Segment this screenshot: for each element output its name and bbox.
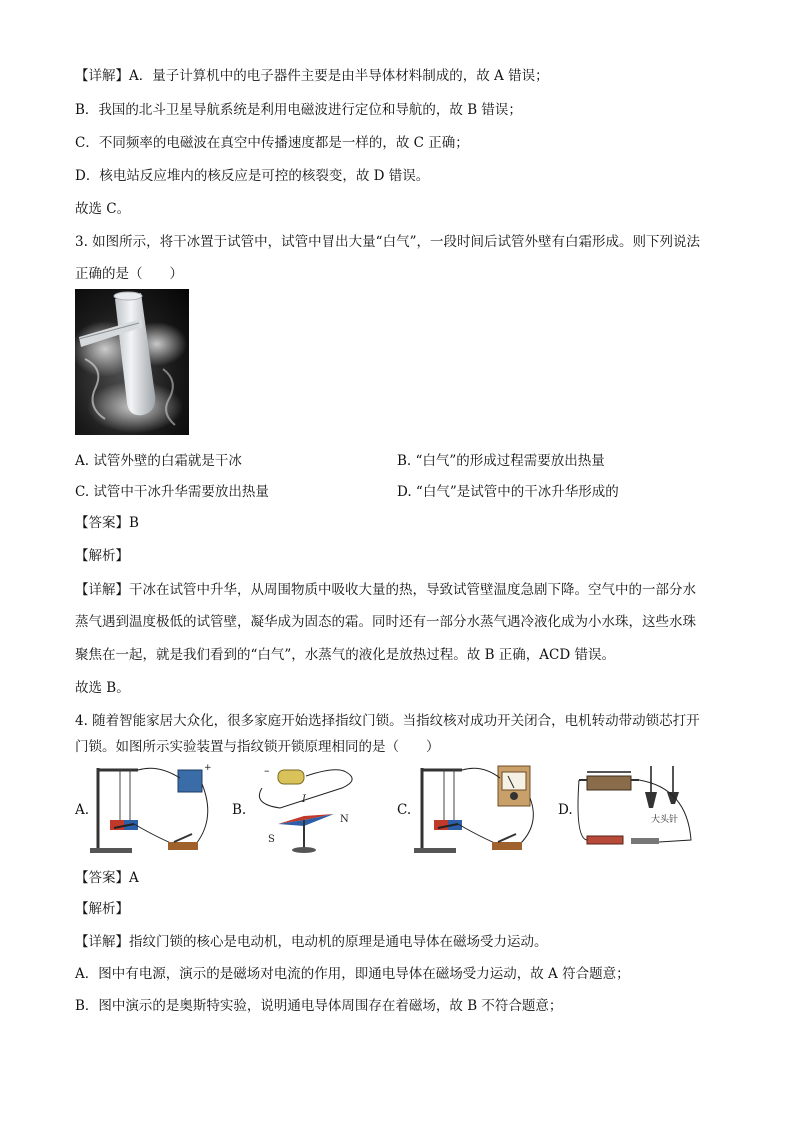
figure-a-motor-apparatus — [88, 758, 218, 858]
q3-stem-line2: 正确的是（ ） — [75, 266, 183, 282]
q4-analysis-title: 【解析】 — [75, 901, 129, 917]
figure-c-generator-apparatus — [412, 758, 542, 858]
figure-b-north: N — [340, 814, 349, 825]
figure-b-south: S — [268, 834, 275, 845]
figure-b-minus: – — [264, 764, 270, 777]
q3-option-b: B. “白气”的形成过程需要放出热量 — [397, 453, 605, 469]
figure-d-label: D. — [558, 802, 573, 818]
q4-stem-line2: 门锁。如图所示实验装置与指纹锁开锁原理相同的是（ ） — [75, 739, 440, 755]
q3-option-c: C. 试管中干冰升华需要放出热量 — [75, 484, 269, 500]
svg-text:+: + — [204, 763, 212, 773]
q4-answer: 【答案】A — [75, 870, 139, 886]
figure-a-label: A. — [75, 802, 90, 818]
q4-analysis-line2: A．图中有电源，演示的是磁场对电流的作用，即通电导体在磁场受力运动，故 A 符合题意； — [75, 966, 630, 982]
q3-answer: 【答案】B — [75, 515, 139, 531]
q3-option-d: D. “白气”是试管中的干冰升华形成的 — [397, 484, 619, 500]
q4-analysis-line1: 【详解】指纹门锁的核心是电动机，电动机的原理是通电导体在磁场受力运动。 — [75, 934, 548, 950]
q3-conclusion: 故选 B。 — [75, 680, 130, 696]
figure-b-label: B. — [232, 802, 247, 818]
q3-option-a: A. 试管外壁的白霜就是干冰 — [75, 453, 242, 469]
figure-b-oersted-apparatus — [250, 758, 370, 858]
detail-line-a: 【详解】A．量子计算机中的电子器件主要是由半导体材料制成的，故 A 错误； — [75, 68, 549, 84]
figure-c-label: C. — [397, 802, 412, 818]
q4-stem-line1: 4. 随着智能家居大众化，很多家庭开始选择指纹门锁。当指纹核对成功开关闭合，电机转动带动锁芯打开 — [75, 713, 700, 729]
detail-line-c: C．不同频率的电磁波在真空中传播速度都是一样的，故 C 正确； — [75, 135, 469, 151]
detail-line-b: B．我国的北斗卫星导航系统是利用电磁波进行定位和导航的，故 B 错误； — [75, 102, 522, 118]
q3-analysis-line1: 【详解】干冰在试管中升华，从周围物质中吸收大量的热，导致试管壁温度急剧下降。空气中的一部分水 — [75, 582, 696, 598]
q3-analysis-title: 【解析】 — [75, 548, 129, 564]
test-tube-illustration — [75, 289, 189, 435]
q3-stem-line1: 3. 如图所示，将干冰置于试管中，试管中冒出大量“白气”，一段时间后试管外壁有白霜形成。则下列说法 — [75, 234, 700, 250]
q3-analysis-line3: 聚焦在一起，就是我们看到的“白气”，水蒸气的液化是放热过程。故 B 正确，ACD 错误。 — [75, 647, 615, 663]
q3-analysis-line2: 蒸气遇到温度极低的试管壁，凝华成为固态的霜。同时还有一部分水蒸气遇冷液化成为小水珠，这些水珠 — [75, 614, 696, 630]
q4-analysis-line3: B．图中演示的是奥斯特实验，说明通电导体周围存在着磁场，故 B 不符合题意； — [75, 998, 563, 1014]
figure-d-electromagnet-apparatus — [575, 758, 705, 858]
test-tube-photo — [75, 289, 189, 435]
figure-b-current: I — [302, 794, 306, 805]
detail-line-d: D．核电站反应堆内的核反应是可控的核裂变，故 D 错误。 — [75, 168, 430, 184]
figure-d-pin-label: 大头针 — [651, 815, 679, 825]
detail-conclusion: 故选 C。 — [75, 201, 131, 217]
